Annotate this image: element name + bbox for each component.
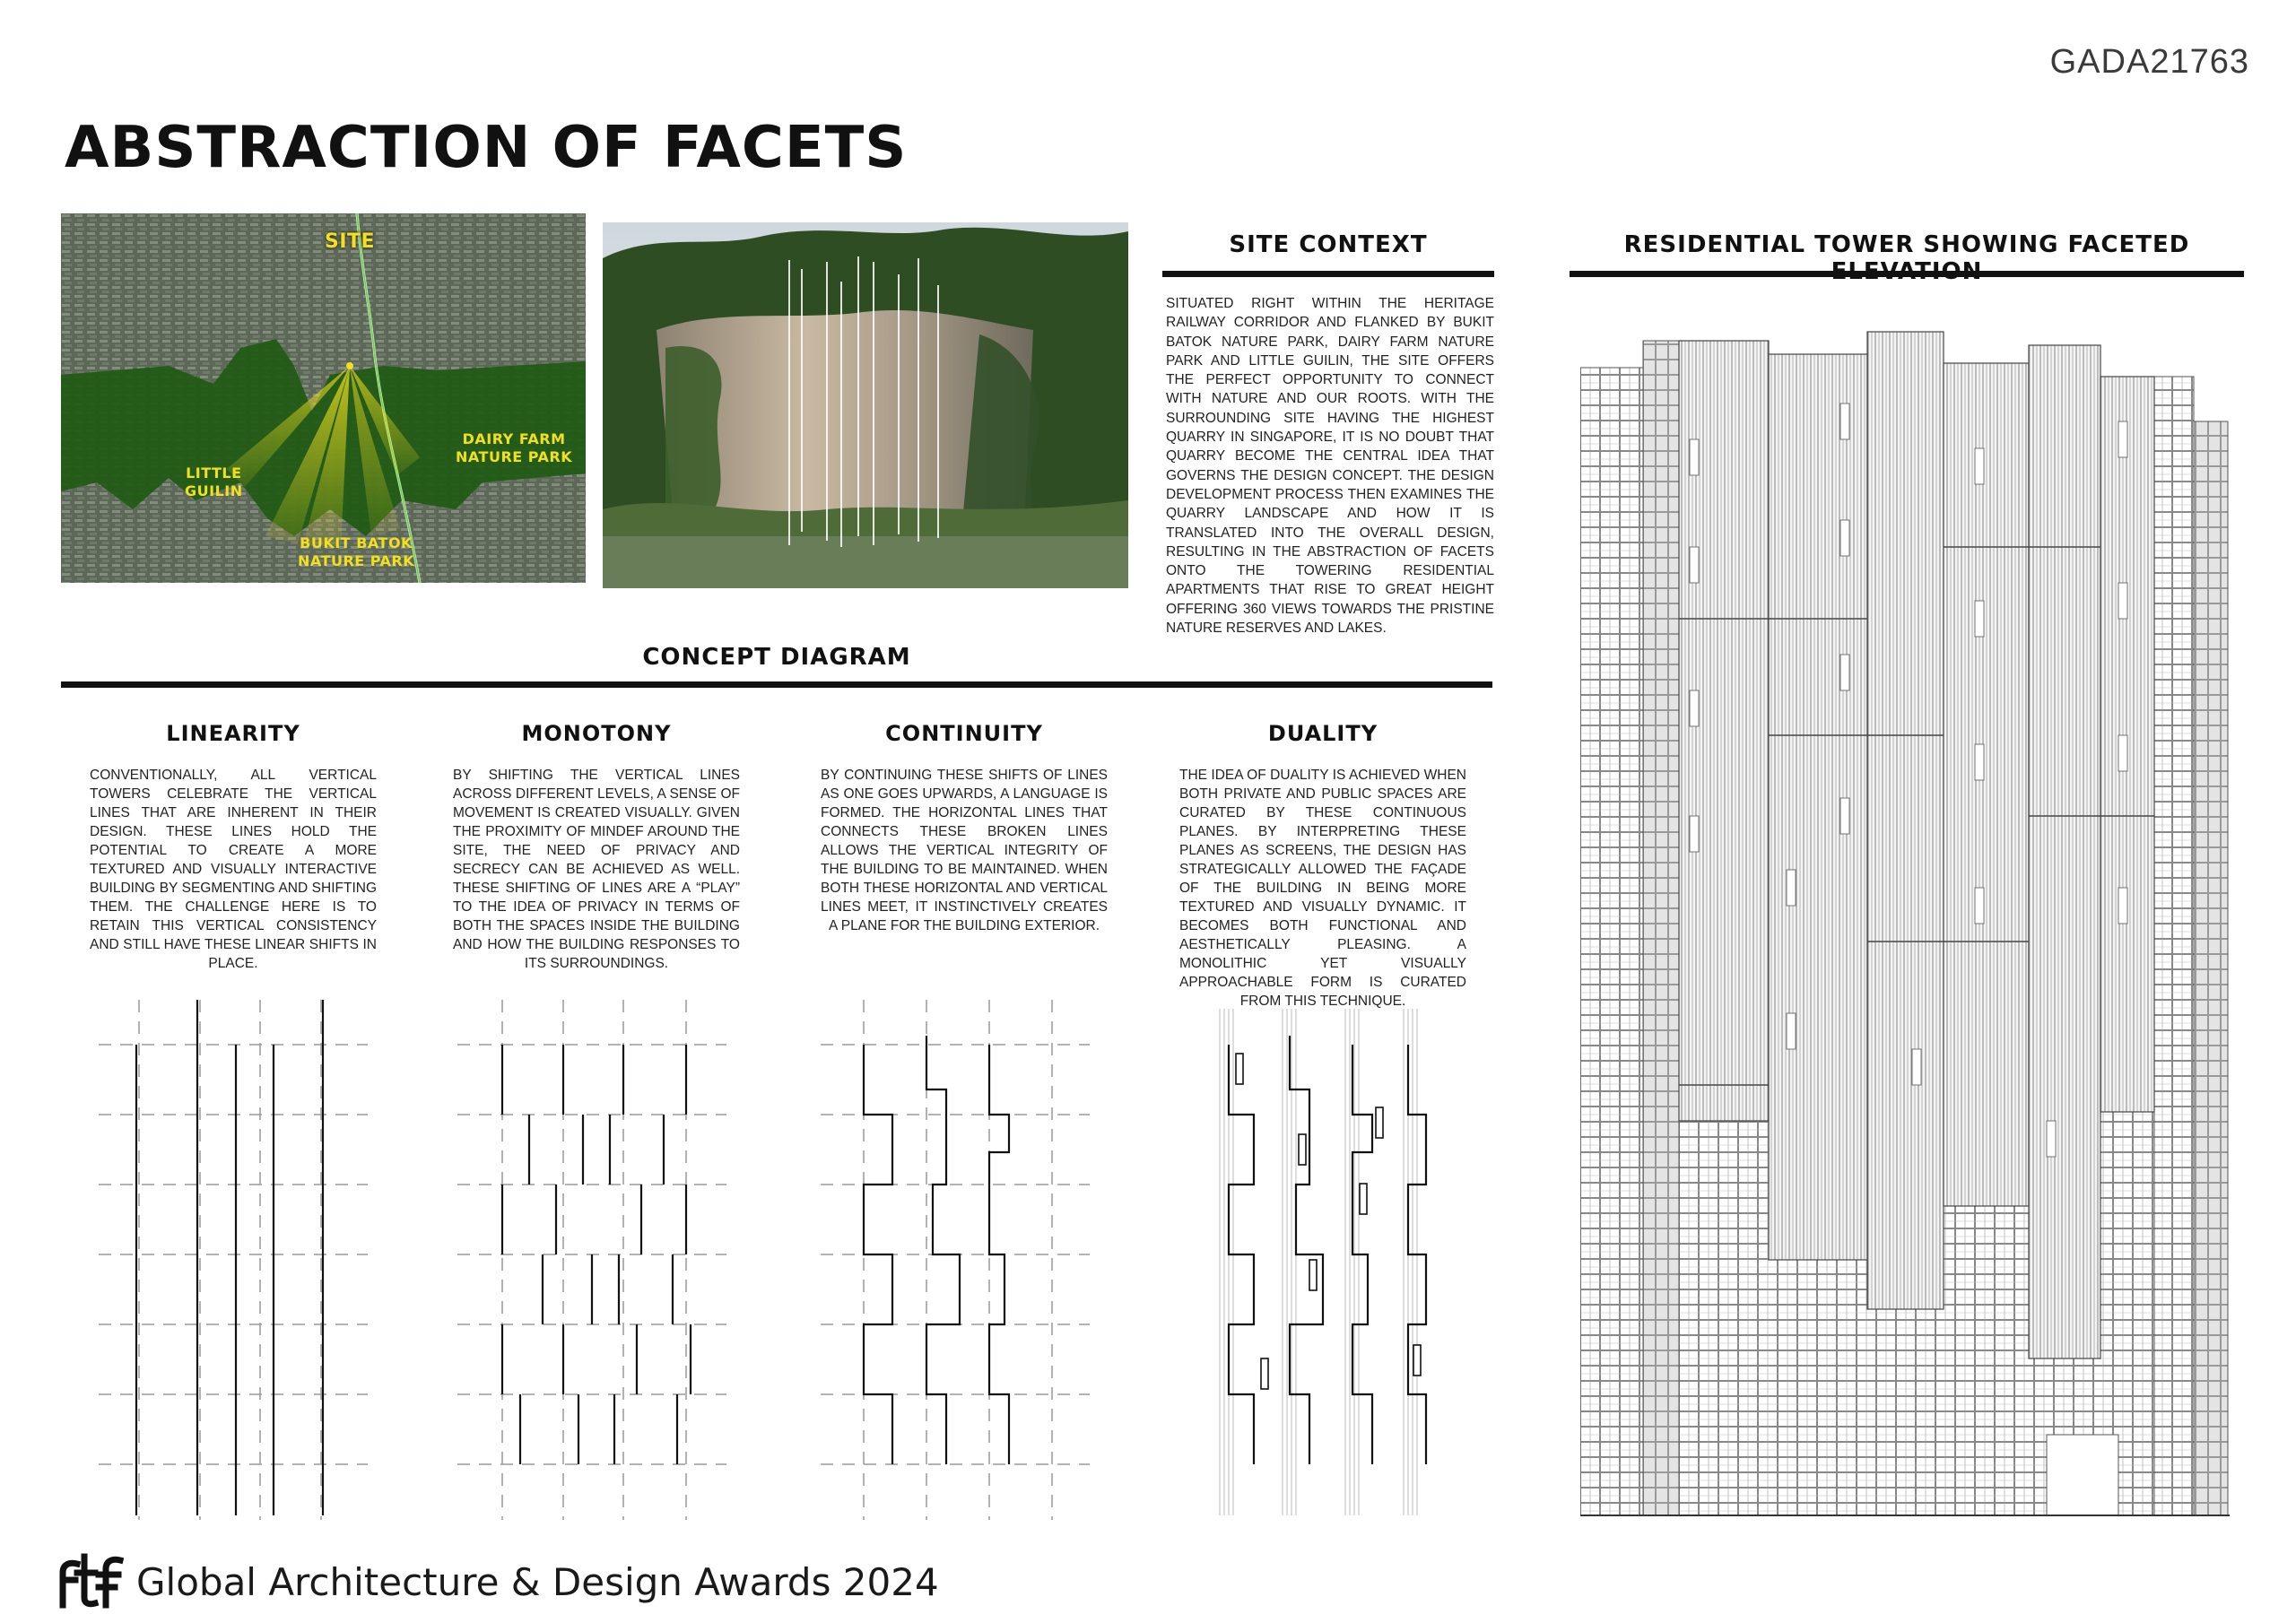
map-label-little-guilin: LITTLE GUILIN: [185, 464, 243, 499]
continuity-diagram: [821, 1000, 1090, 1520]
concept-title-duality: DUALITY: [1267, 721, 1378, 746]
concept-title-monotony: MONOTONY: [521, 721, 672, 746]
concept-rule: [61, 681, 1492, 688]
site-map-image: [61, 213, 586, 583]
site-map-graphic: [61, 213, 586, 583]
tower-heading: RESIDENTIAL TOWER SHOWING FACETED: [1623, 231, 2190, 258]
site-context-heading: SITE CONTEXT: [1229, 231, 1428, 258]
concept-text-duality: THE IDEA OF DUALITY IS ACHIEVED WHEN BOTH PRIVATE AND PUBLIC SPACES ARE CURATED BY THESE CONTINUOUS PLANES. BY INTERPRETING THESE PLANES AS SCREENS, THE DESIGN HAS STRATEGICALLY ALLOWED THE FAÇADE OF THE BUILDING IN BEING MORE TEXTURED AND VISUALLY DYNAMIC. IT BECOMES BOTH FUNCTIONAL AND AESTHETICALLY PLEASING. A MONOLITHIC YET VISUALLY APPROACHABLE FORM IS CURATED FROM THIS TECHNIQUE.: [1179, 768, 1466, 1009]
concept-heading: CONCEPT DIAGRAM: [642, 644, 911, 671]
concept-column-linearity: [90, 721, 377, 973]
site-context-text: SITUATED RIGHT WITHIN THE HERITAGE RAILWAY CORRIDOR AND FLANKED BY BUKIT BATOK NATURE PARK, DAIRY FARM NATURE PARK AND LITTLE GUILIN, THE SITE OFFERS THE PERFECT OPPORTUNITY TO CONNECT WITH NATURE AND OUR ROOTS. WITH THE SURROUNDING SITE HAVING THE HIGHEST QUARRY IN SINGAPORE, IT IS NO DOUBT THAT QUARRY BECOME THE CENTRAL IDEA THAT GOVERNS THE DESIGN CONCEPT. THE DESIGN DEVELOPMENT PROCESS THEN EXAMINES THE QUARRY LANDSCAPE AND HOW IT IS TRANSLATED INTO THE OVERALL DESIGN, RESULTING IN THE ABSTRACTION OF FACETS ONTO THE TOWERING RESIDENTIAL APARTMENTS THAT RISE TO GREAT HEIGHT OFFERING 360 VIEWS TOWARDS THE PRISTINE NATURE RESERVES AND LAKES.: [1166, 296, 1494, 637]
site-context-rule: [1162, 271, 1494, 277]
tower-elevation-drawing: [1580, 314, 2230, 1520]
linearity-diagram: [99, 1000, 368, 1520]
concept-title-linearity: LINEARITY: [166, 721, 300, 746]
awards-logo: [59, 1553, 124, 1609]
map-label-dairy-farm: DAIRY FARM NATURE PARK: [456, 430, 573, 465]
map-label-site: SITE: [325, 230, 376, 253]
footer-awards-title: Global Architecture & Design Awards 2024: [136, 1560, 939, 1604]
monotony-diagram: [457, 1000, 726, 1520]
page-title: ABSTRACTION OF FACETS: [65, 115, 908, 181]
quarry-photo: [603, 222, 1128, 588]
concept-text-continuity: BY CONTINUING THESE SHIFTS OF LINES AS ONE GOES UPWARDS, A LANGUAGE IS FORMED. THE HORIZONTAL LINES THAT CONNECTS THESE BROKEN LINES ALLOWS THE VERTICAL INTEGRITY OF THE BUILDING TO BE MAINTAINED. WHEN BOTH THESE HORIZONTAL AND VERTICAL LINES MEET, IT INSTINCTIVELY CREATES A PLANE FOR THE BUILDING EXTERIOR.: [821, 768, 1108, 933]
concept-column-monotony: [453, 721, 740, 973]
concept-text-monotony: BY SHIFTING THE VERTICAL LINES ACROSS DIFFERENT LEVELS, A SENSE OF MOVEMENT IS CREATED VISUALLY. GIVEN THE PROXIMITY OF MINDEF AROUND THE SITE, THE NEED OF PRIVACY AND SECRECY CAN BE ACHIEVED AS WELL. THESE SHIFTING OF LINES ARE A “PLAY” TO THE IDEA OF PRIVACY IN TERMS OF BOTH THE SPACES INSIDE THE BUILDING AND HOW THE BUILDING RESPONSES TO ITS SURROUNDINGS.: [453, 768, 740, 971]
quarry-photo-graphic: [603, 222, 1128, 588]
project-code: GADA21763: [2049, 43, 2249, 81]
duality-diagram: [1184, 1000, 1453, 1520]
concept-column-duality: [1179, 721, 1466, 1011]
concept-column-continuity: [821, 721, 1108, 935]
concept-text-linearity: CONVENTIONALLY, ALL VERTICAL TOWERS CELEBRATE THE VERTICAL LINES THAT ARE INHERENT IN THEIR DESIGN. THESE LINES HOLD THE POTENTIAL TO CREATE A MORE TEXTURED AND VISUALLY INTERACTIVE BUILDING BY SEGMENTING AND SHIFTING THEM. THE CHALLENGE HERE IS TO RETAIN THIS VERTICAL CONSISTENCY AND STILL HAVE THESE LINEAR SHIFTS IN PLACE.: [90, 768, 377, 971]
map-label-bukit-batok: BUKIT BATOK NATURE PARK: [298, 534, 415, 569]
tower-rule: [1570, 271, 2244, 277]
concept-title-continuity: CONTINUITY: [885, 721, 1043, 746]
